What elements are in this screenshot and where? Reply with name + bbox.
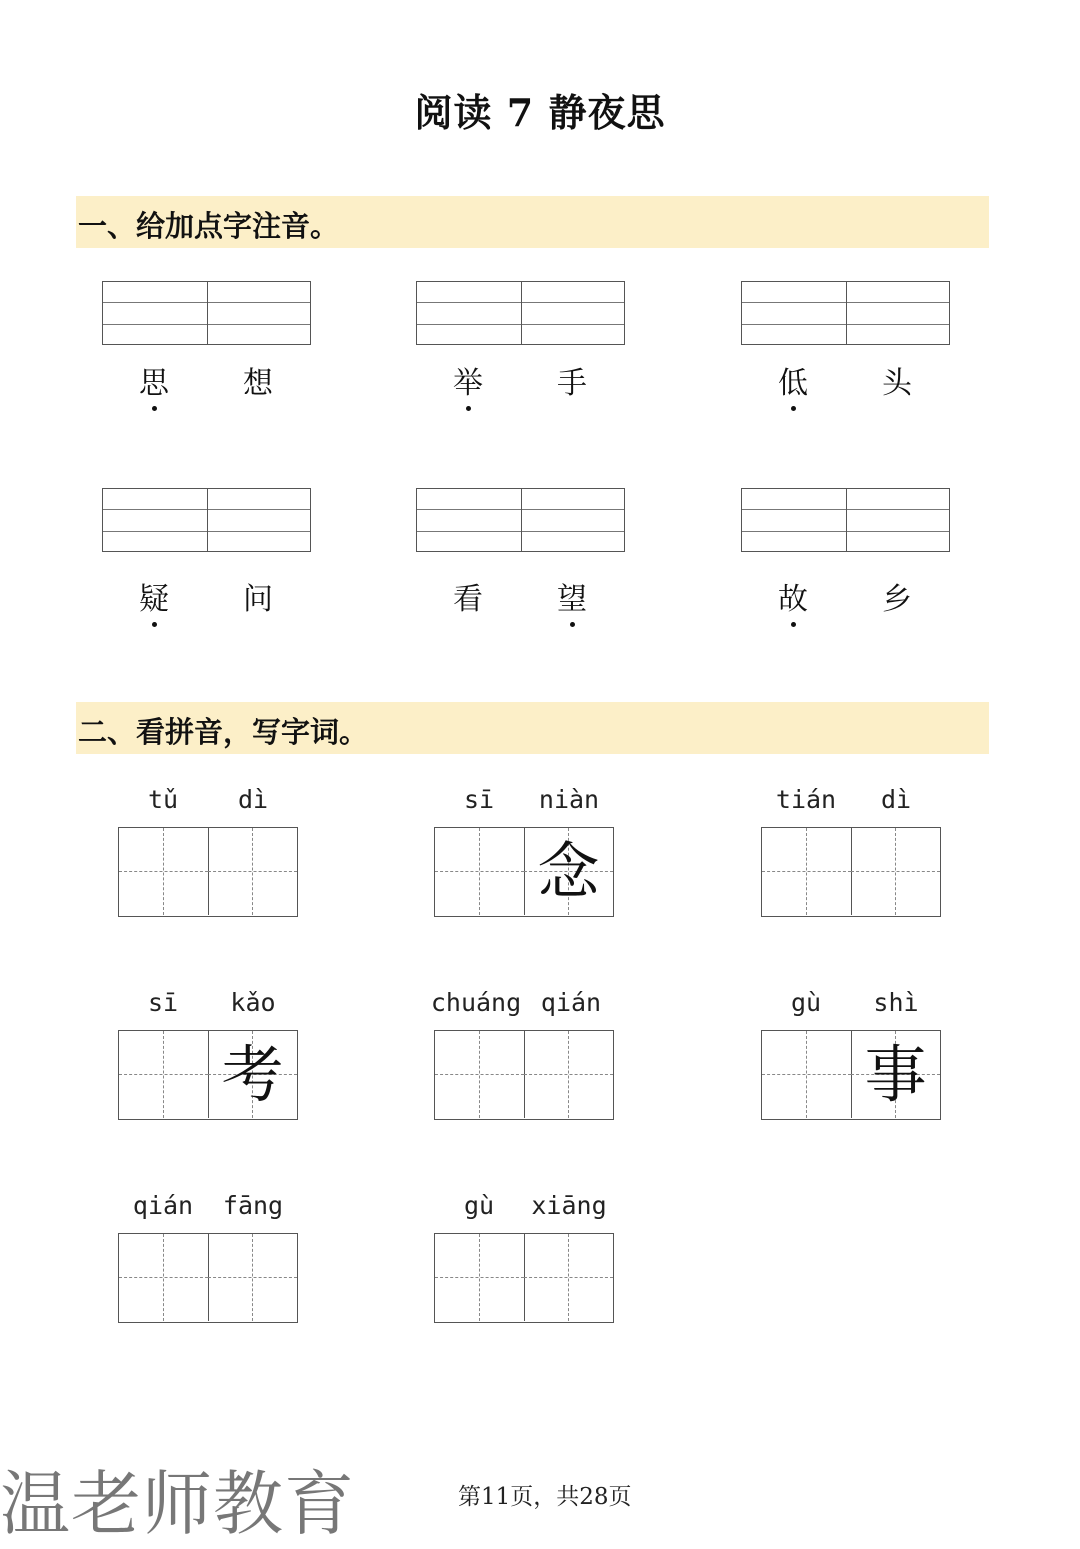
grid-guide-line [252,828,253,915]
writing-cell[interactable] [762,1031,852,1118]
dotted-word [416,364,625,414]
writing-cell[interactable] [524,1031,613,1118]
emphasis-dot [466,406,471,411]
writing-cell[interactable] [208,1234,297,1321]
word-character: 举 [453,366,483,401]
word-character: 头 [882,366,912,401]
pinyin-syllable: gù [790,988,822,1017]
tianzi-grid [434,1233,614,1323]
pinyin-label [761,785,941,819]
given-character: 考 [221,1038,284,1111]
dotted-word [416,580,625,630]
pinyin-label [118,1191,298,1225]
tianzi-grid [118,1030,298,1120]
writing-cell[interactable] [208,1031,297,1118]
dotted-word [102,580,311,630]
grid-guide-line [163,1031,164,1118]
grid-guide-line [806,828,807,915]
writing-cell[interactable] [119,1234,209,1321]
section-2-heading-text: 二、看拼音，写字词。 [78,715,369,749]
grid-guide-line [806,1031,807,1118]
pinyin-answer-box[interactable] [102,488,311,552]
section-1-heading-text: 一、给加点字注音。 [78,209,340,243]
emphasis-dot [152,622,157,627]
writing-cell[interactable] [119,1031,209,1118]
grid-guide-line [479,828,480,915]
pinyin-syllable: chuáng [430,988,522,1017]
grid-guide-line [479,1031,480,1118]
pinyin-answer-box[interactable] [741,488,950,552]
pinyin-syllable: xiāng [531,1191,607,1220]
tianzi-grid [118,827,298,917]
emphasis-dot [791,622,796,627]
writing-cell[interactable] [435,1031,525,1118]
pinyin-answer-box[interactable] [416,281,625,345]
tianzi-grid [434,827,614,917]
pinyin-syllable: qián [132,1191,194,1220]
dotted-word [741,580,950,630]
word-character: 看 [453,582,483,617]
pinyin-label [430,988,614,1022]
pinyin-syllable: sī [147,988,179,1017]
pinyin-label [434,1191,614,1225]
word-character: 手 [557,366,587,401]
grid-guide-line [568,1031,569,1118]
dotted-word [741,364,950,414]
watermark: 温老师教育 [0,1463,355,1545]
pinyin-answer-box[interactable] [416,488,625,552]
given-character: 事 [864,1038,927,1111]
page-title: 阅读 7 静夜思 [414,90,666,135]
pinyin-syllable: tǔ [147,785,179,814]
pinyin-syllable: dì [880,785,912,814]
writing-cell[interactable] [851,828,940,915]
word-character: 疑 [139,582,169,617]
writing-cell[interactable] [851,1031,940,1118]
pinyin-syllable: niàn [538,785,600,814]
section-1-heading [76,196,989,248]
pinyin-syllable: fāng [222,1191,284,1220]
pinyin-label [434,785,614,819]
writing-cell[interactable] [435,828,525,915]
pinyin-syllable: qián [540,988,602,1017]
word-character: 乡 [882,582,912,617]
tianzi-grid [761,827,941,917]
word-character: 想 [243,366,273,401]
pinyin-syllable: kǎo [230,988,276,1017]
writing-cell[interactable] [524,828,613,915]
word-character: 故 [778,582,808,617]
grid-guide-line [568,1234,569,1321]
tianzi-grid [434,1030,614,1120]
section-2-heading [76,702,989,754]
pinyin-answer-box[interactable] [741,281,950,345]
word-character: 低 [778,366,808,401]
grid-guide-line [163,828,164,915]
word-character: 问 [243,582,273,617]
grid-guide-line [163,1234,164,1321]
writing-cell[interactable] [524,1234,613,1321]
emphasis-dot [791,406,796,411]
writing-cell[interactable] [435,1234,525,1321]
grid-guide-line [895,828,896,915]
pinyin-label [118,785,298,819]
writing-cell[interactable] [208,828,297,915]
pinyin-syllable: dì [237,785,269,814]
pinyin-label [761,988,941,1022]
pinyin-syllable: gù [463,1191,495,1220]
pinyin-syllable: tián [775,785,837,814]
emphasis-dot [570,622,575,627]
grid-guide-line [252,1234,253,1321]
emphasis-dot [152,406,157,411]
page-number: 第11页，共28页 [458,1484,632,1510]
given-character: 念 [537,835,600,908]
pinyin-answer-box[interactable] [102,281,311,345]
dotted-word [102,364,311,414]
word-character: 思 [139,366,169,401]
word-character: 望 [557,582,587,617]
tianzi-grid [118,1233,298,1323]
writing-cell[interactable] [762,828,852,915]
tianzi-grid [761,1030,941,1120]
pinyin-syllable: sī [463,785,495,814]
grid-guide-line [479,1234,480,1321]
pinyin-syllable: shì [873,988,919,1017]
writing-cell[interactable] [119,828,209,915]
pinyin-label [118,988,298,1022]
